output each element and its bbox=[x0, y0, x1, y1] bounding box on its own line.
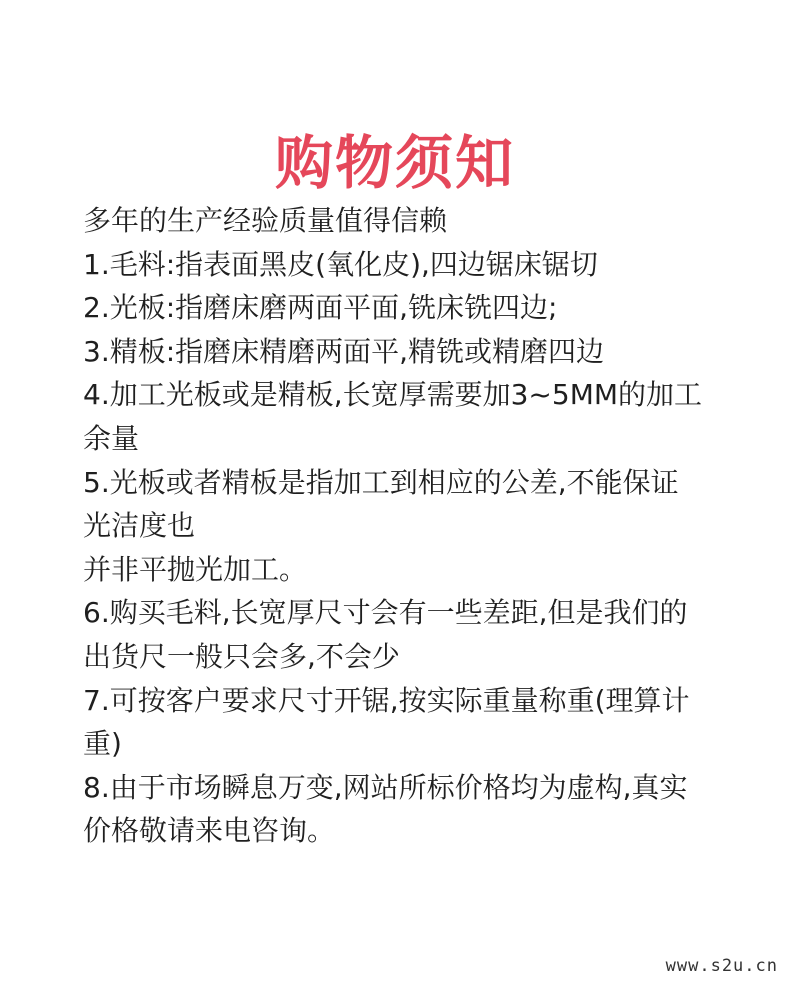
watermark: www.s2u.cn bbox=[665, 956, 778, 976]
notice-item-7: 7.可按客户要求尺寸开锯,按实际重量称重(理算计 bbox=[83, 683, 690, 717]
intro-line: 多年的生产经验质量值得信赖 bbox=[83, 204, 448, 237]
page-title: 购物须知 bbox=[274, 128, 515, 197]
notice-item-2: 2.光板:指磨床磨两面平面,铣床铣四边; bbox=[83, 291, 558, 325]
notice-item-7-cont: 重) bbox=[83, 727, 122, 761]
notice-item-1: 1.毛料:指表面黑皮(氧化皮),四边锯床锯切 bbox=[83, 247, 598, 281]
notice-body bbox=[83, 199, 713, 853]
notice-item-6-cont: 出货尺一般只会多,不会少 bbox=[83, 639, 400, 673]
notice-item-5-cont: 光洁度也 bbox=[83, 509, 196, 543]
notice-item-4: 4.加工光板或是精板,长宽厚需要加3~5MM的加工 bbox=[83, 378, 703, 412]
notice-item-6: 6.购买毛料,长宽厚尺寸会有一些差距,但是我们的 bbox=[83, 596, 688, 630]
notice-item-8-cont: 价格敬请来电咨询。 bbox=[83, 814, 336, 848]
notice-item-5: 5.光板或者精板是指加工到相应的公差,不能保证 bbox=[83, 465, 679, 499]
notice-item-3: 3.精板:指磨床精磨两面平,精铣或精磨四边 bbox=[83, 334, 605, 368]
notice-item-4-cont: 余量 bbox=[83, 421, 140, 455]
notice-item-8: 8.由于市场瞬息万变,网站所标价格均为虚构,真实 bbox=[83, 770, 688, 804]
notice-item-5-cont-2: 并非平抛光加工。 bbox=[83, 552, 308, 586]
